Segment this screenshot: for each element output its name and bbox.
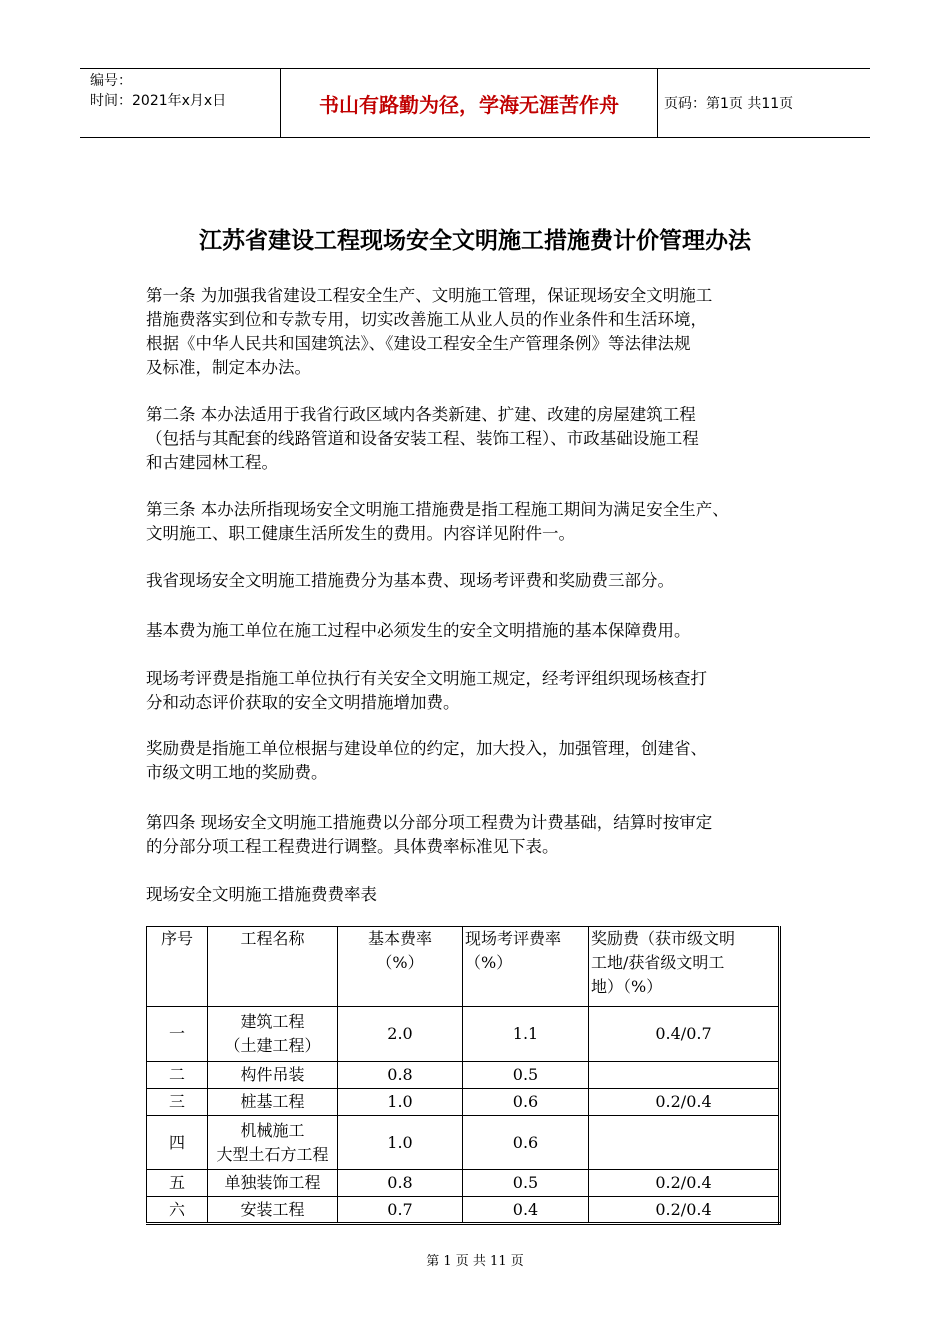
table-row [147,1170,780,1197]
header-bonus-line: 工地/获省级文明工 [591,953,725,972]
cell-name [208,1062,338,1089]
paragraph-line: 我省现场安全文明施工措施费分为基本费、现场考评费和奖励费三部分。 [146,571,674,590]
cell-name-line: 构件吊装 [240,1065,305,1084]
cell-site-rate: 0.6 [463,1089,589,1116]
doc-code-label: 编号： [90,73,132,89]
header-site-rate [463,927,589,1007]
paragraph-line: 文明施工、职工健康生活所发生的费用。内容详见附件一。 [146,524,575,543]
paragraph-line: 及标准，制定本办法。 [146,358,311,377]
cell-name [208,1116,338,1170]
paragraph-line: 根据《中华人民共和国建筑法》、《建设工程安全生产管理条例》等法律法规 [146,334,691,353]
cell-name-line: 机械施工 [240,1120,305,1140]
paragraph-line: 基本费为施工单位在施工过程中必须发生的安全文明措施的基本保障费用。 [146,621,691,640]
header-bonus-rate [589,927,780,1007]
cell-bonus-rate [589,1116,780,1170]
cell-base-rate: 0.7 [338,1197,463,1224]
page-header [80,68,870,138]
cell-base-rate: 1.0 [338,1089,463,1116]
paragraph-line: 现场考评费是指施工单位执行有关安全文明施工规定，经考评组织现场核查打 [146,669,707,688]
table-header-row [147,927,780,1007]
cell-bonus-rate: 0.4/0.7 [589,1007,780,1062]
cell-site-rate: 0.5 [463,1062,589,1089]
paragraph-line: 第二条 本办法适用于我省行政区域内各类新建、扩建、改建的房屋建筑工程 [146,405,696,424]
paragraph-line: 的分部分项工程工程费进行调整。具体费率标准见下表。 [146,837,559,856]
table-caption [146,883,826,907]
paragraph-line: 第四条 现场安全文明施工措施费以分部分项工程费为计费基础，结算时按审定 [146,813,713,832]
cell-site-rate: 0.5 [463,1170,589,1197]
body-paragraph [146,403,826,475]
page-footer: 第 1 页 共 11 页 [426,1254,524,1269]
table-row [147,1062,780,1089]
cell-name-line: 单独装饰工程 [224,1173,321,1192]
header-motto: 书山有路勤为径，学海无涯苦作舟 [319,92,619,117]
cell-bonus-rate: 0.2/0.4 [589,1170,780,1197]
paragraph-line: 和古建园林工程。 [146,453,278,472]
header-site-rate-line: 现场考评费率 [465,929,562,948]
table-row [147,1089,780,1116]
header-no: 序号 [147,927,208,1007]
cell-no: 五 [147,1170,208,1197]
body-paragraph [146,498,826,546]
rate-table [146,926,781,1225]
cell-site-rate: 1.1 [463,1007,589,1062]
paragraph-line: 现场安全文明施工措施费费率表 [146,885,377,904]
header-base-rate-unit: （%） [376,953,424,972]
cell-bonus-rate [589,1062,780,1089]
cell-bonus-rate: 0.2/0.4 [589,1089,780,1116]
cell-name [208,1170,338,1197]
cell-no: 四 [147,1116,208,1170]
paragraph-line: 措施费落实到位和专款专用，切实改善施工从业人员的作业条件和生活环境， [146,310,707,329]
cell-base-rate: 0.8 [338,1170,463,1197]
body-paragraph [146,737,826,785]
header-site-rate-unit: （%） [465,953,513,972]
table-row [147,1197,780,1224]
header-meta [80,69,280,137]
body-paragraph [146,569,826,593]
cell-name [208,1197,338,1224]
body-paragraph [146,667,826,715]
body-paragraph [146,811,826,859]
table-row [147,1116,780,1170]
document-title: 江苏省建设工程现场安全文明施工措施费计价管理办法 [199,228,751,254]
paragraph-line: 第一条 为加强我省建设工程安全生产、文明施工管理，保证现场安全文明施工 [146,286,713,305]
cell-base-rate: 0.8 [338,1062,463,1089]
paragraph-line: 分和动态评价获取的安全文明措施增加费。 [146,693,460,712]
doc-date: 时间：2021年x月x日 [90,93,227,109]
cell-site-rate: 0.6 [463,1116,589,1170]
cell-name [208,1007,338,1062]
cell-name-line: 桩基工程 [240,1092,305,1111]
cell-no: 一 [147,1007,208,1062]
cell-no: 六 [147,1197,208,1224]
cell-name-line: 建筑工程 [240,1012,305,1031]
cell-base-rate: 1.0 [338,1116,463,1170]
cell-name-line: 安装工程 [240,1199,305,1219]
table-row [147,1007,780,1062]
header-name: 工程名称 [208,927,338,1007]
cell-name-line: （土建工程） [224,1036,321,1055]
header-divider [657,69,658,137]
cell-site-rate: 0.4 [463,1197,589,1224]
paragraph-line: 奖励费是指施工单位根据与建设单位的约定，加大投入，加强管理，创建省、 [146,739,707,758]
paragraph-line: 市级文明工地的奖励费。 [146,763,328,782]
header-base-rate [338,927,463,1007]
cell-name-line: 大型土石方工程 [216,1144,329,1164]
header-bonus-line: 奖励费（获市级文明 [591,929,736,948]
cell-bonus-rate: 0.2/0.4 [589,1197,780,1224]
header-base-rate-line: 基本费率 [367,929,432,948]
cell-base-rate: 2.0 [338,1007,463,1062]
cell-name [208,1089,338,1116]
rate-table-body [147,1007,780,1224]
paragraph-line: （包括与其配套的线路管道和设备安装工程、装饰工程）、市政基础设施工程 [146,429,699,448]
header-bonus-line: 地）（%） [591,977,663,996]
cell-no: 三 [147,1089,208,1116]
body-paragraph [146,619,826,643]
cell-no: 二 [147,1062,208,1089]
header-page-info: 页码：第1页 共11页 [664,96,794,112]
paragraph-line: 第三条 本办法所指现场安全文明施工措施费是指工程施工期间为满足安全生产、 [146,500,729,519]
body-paragraph [146,284,826,380]
